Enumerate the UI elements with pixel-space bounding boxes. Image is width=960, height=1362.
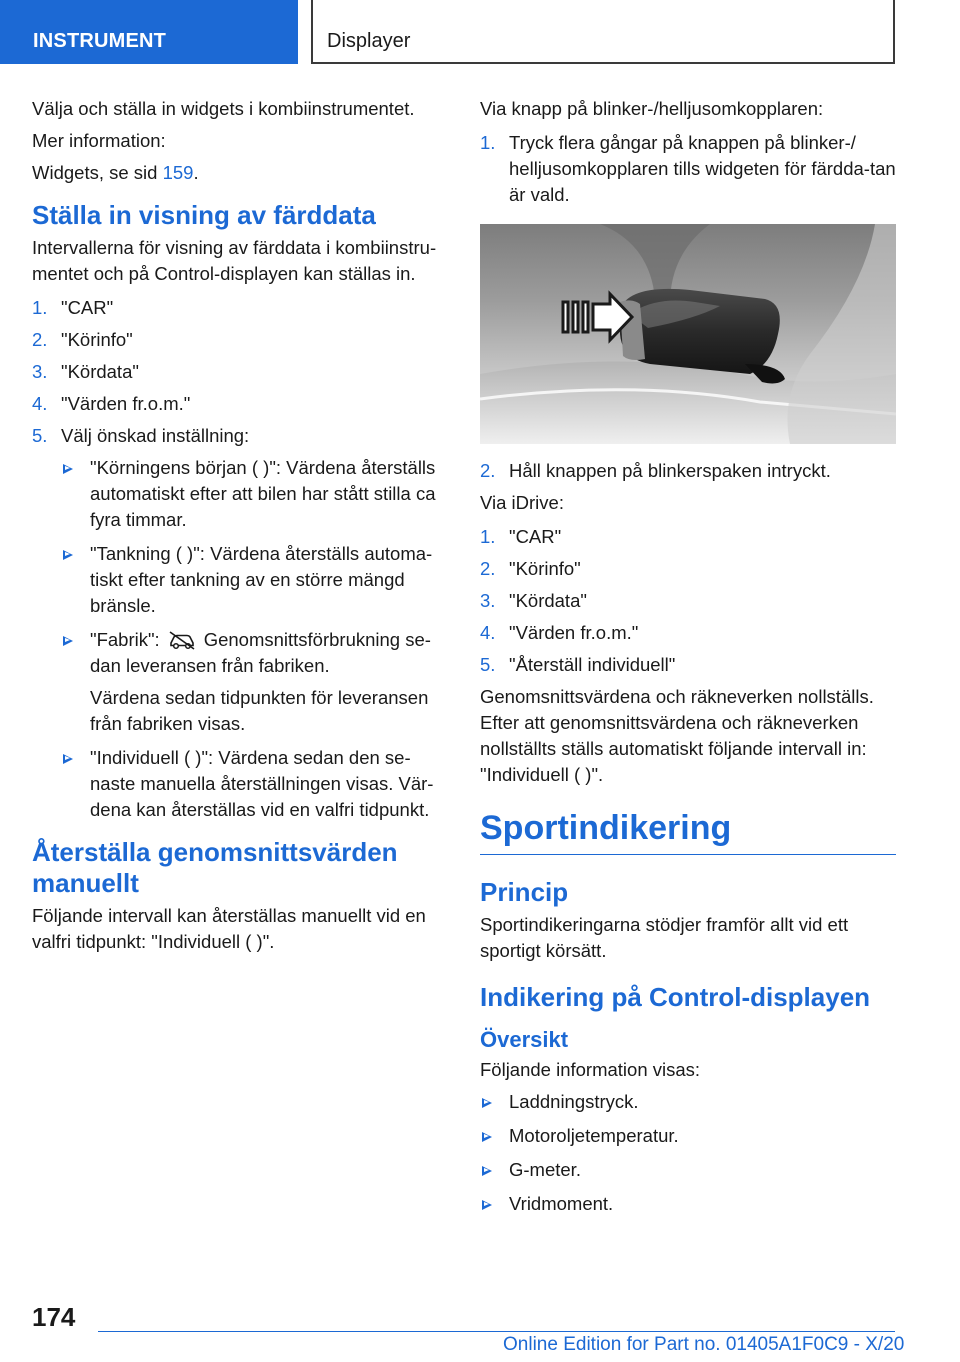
chapter-title: Displayer <box>327 30 411 52</box>
step-text: Tryck flera gångar på knappen på blinker-/ helljusomkopplaren tills widgeten för färdda-tan är vald. <box>509 132 896 205</box>
heading-reset-averages: Återställa genomsnittsvärden manuellt <box>32 837 398 898</box>
overview-item-text: Motoroljetemperatur. <box>509 1125 679 1146</box>
intro-paragraph-1: Välja och ställa in widgets i kombiinstrumentet. <box>32 98 415 119</box>
step-text: Välj önskad inställning: <box>61 425 250 446</box>
option-subtext: Värdena sedan tidpunkten för leveransen från fabriken visas. <box>90 687 429 734</box>
settings-options-list <box>61 455 450 823</box>
step-number: 3. <box>480 590 496 611</box>
reset-result-paragraph: Genomsnittsvärdena och räkneverken nollställs. Efter att genomsnittsvärdena och räkneverken nollställts ställs automatiskt följande intervall in: "Individuell ( )". <box>480 686 874 785</box>
travel-data-paragraph: Intervallerna för visning av färddata i kombiinstru-mentet och på Control-displayen kan ställas in. <box>32 237 437 284</box>
overview-item-text: Laddningstryck. <box>509 1091 639 1112</box>
overview-paragraph: Följande information visas: <box>480 1059 701 1080</box>
button-steps-list <box>480 130 896 208</box>
reset-paragraph: Följande intervall kan återställas manuellt vid en valfri tidpunkt: "Individuell ( )". <box>32 905 426 952</box>
list-item <box>32 391 450 417</box>
list-item <box>32 327 450 353</box>
factory-car-icon <box>168 630 196 650</box>
travel-steps-list <box>32 295 450 823</box>
option-text: "Individuell ( )": Värdena sedan den se-naste manuella återställningen visas. Vär-dena kan återställas vid en valfri tidpunkt. <box>90 747 434 820</box>
list-item <box>480 524 896 550</box>
heading-control-display: Indikering på Control-displayen <box>480 982 871 1012</box>
overview-list <box>480 1089 896 1217</box>
triangle-bullet-icon <box>63 550 73 560</box>
step-text: "CAR" <box>61 297 114 318</box>
intro-reference-end: . <box>193 162 199 183</box>
list-item <box>61 627 450 737</box>
option-text: "Körningens början ( )": Värdena återställs automatiskt efter att bilen har stått stilla ca fyra timmar. <box>90 457 436 530</box>
intro-paragraph-2: Mer information: <box>32 130 166 151</box>
via-button-paragraph: Via knapp på blinker-/helljusomkopplaren: <box>480 98 824 119</box>
step-number: 2. <box>480 460 496 481</box>
step-number: 4. <box>32 393 48 414</box>
page-reference-link[interactable]: 159 <box>162 162 194 183</box>
footer-divider <box>98 1331 895 1332</box>
list-item <box>480 1157 896 1183</box>
list-item <box>61 541 450 619</box>
step-text: "Kördata" <box>61 361 139 382</box>
step-text: Håll knappen på blinkerspaken intryckt. <box>509 460 831 481</box>
step-number: 5. <box>480 654 496 675</box>
list-item <box>480 1123 896 1149</box>
list-item <box>480 458 896 484</box>
turn-signal-button-illustration <box>480 224 896 444</box>
list-item <box>480 130 896 208</box>
section-title: INSTRUMENT <box>33 30 167 52</box>
intro-reference-text: Widgets, se sid <box>32 162 163 183</box>
step-number: 2. <box>480 558 496 579</box>
triangle-bullet-icon <box>482 1200 492 1210</box>
step-number: 2. <box>32 329 48 350</box>
step-text: "Kördata" <box>509 590 587 611</box>
heading-principle: Princip <box>480 877 569 907</box>
list-item <box>61 745 450 823</box>
list-item <box>32 423 450 823</box>
edition-note: Online Edition for Part no. 01405A1F0C9 - X/20 <box>503 1334 905 1355</box>
list-item <box>480 1089 896 1115</box>
heading-travel-data: Ställa in visning av färddata <box>32 200 376 230</box>
step-text: "Återställ individuell" <box>509 654 676 675</box>
principle-paragraph: Sportindikeringarna stödjer framför allt vid ett sportigt körsätt. <box>480 914 849 961</box>
section-tab <box>0 0 298 64</box>
step-number: 5. <box>32 425 48 446</box>
heading-overview: Översikt <box>480 1027 569 1052</box>
list-item <box>32 295 450 321</box>
left-column <box>32 96 450 961</box>
overview-item-text: Vridmoment. <box>509 1193 614 1214</box>
heading-sport-indicator: Sportindikering <box>480 806 896 855</box>
step-number: 1. <box>480 132 496 153</box>
triangle-bullet-icon <box>482 1098 492 1108</box>
via-idrive-paragraph: Via iDrive: <box>480 492 564 513</box>
step-number: 4. <box>480 622 496 643</box>
step-number: 1. <box>32 297 48 318</box>
option-label: "Fabrik": <box>90 629 160 650</box>
option-text: "Tankning ( )": Värdena återställs automa-tiskt efter tankning av en större mängd bränsle. <box>90 543 433 616</box>
list-item <box>61 455 450 533</box>
step-text: "Körinfo" <box>61 329 133 350</box>
page-number: 174 <box>32 1302 76 1332</box>
step-number: 1. <box>480 526 496 547</box>
triangle-bullet-icon <box>63 636 73 646</box>
list-item <box>480 652 896 678</box>
option-text: Genomsnittsförbrukning se-dan leveransen från fabriken. <box>90 629 431 676</box>
list-item <box>480 1191 896 1217</box>
button-steps-list-continued <box>480 458 896 484</box>
triangle-bullet-icon <box>482 1132 492 1142</box>
step-text: "Värden fr.o.m." <box>61 393 191 414</box>
list-item <box>480 620 896 646</box>
chapter-tab <box>311 0 895 64</box>
step-text: "Körinfo" <box>509 558 581 579</box>
idrive-steps-list <box>480 524 896 678</box>
step-text: "Värden fr.o.m." <box>509 622 639 643</box>
step-number: 3. <box>32 361 48 382</box>
intro-paragraph-3 <box>32 160 450 186</box>
triangle-bullet-icon <box>63 464 73 474</box>
triangle-bullet-icon <box>63 754 73 764</box>
list-item <box>480 556 896 582</box>
step-text: "CAR" <box>509 526 562 547</box>
right-column <box>480 96 896 1225</box>
list-item <box>480 588 896 614</box>
list-item <box>32 359 450 385</box>
overview-item-text: G-meter. <box>509 1159 581 1180</box>
triangle-bullet-icon <box>482 1166 492 1176</box>
